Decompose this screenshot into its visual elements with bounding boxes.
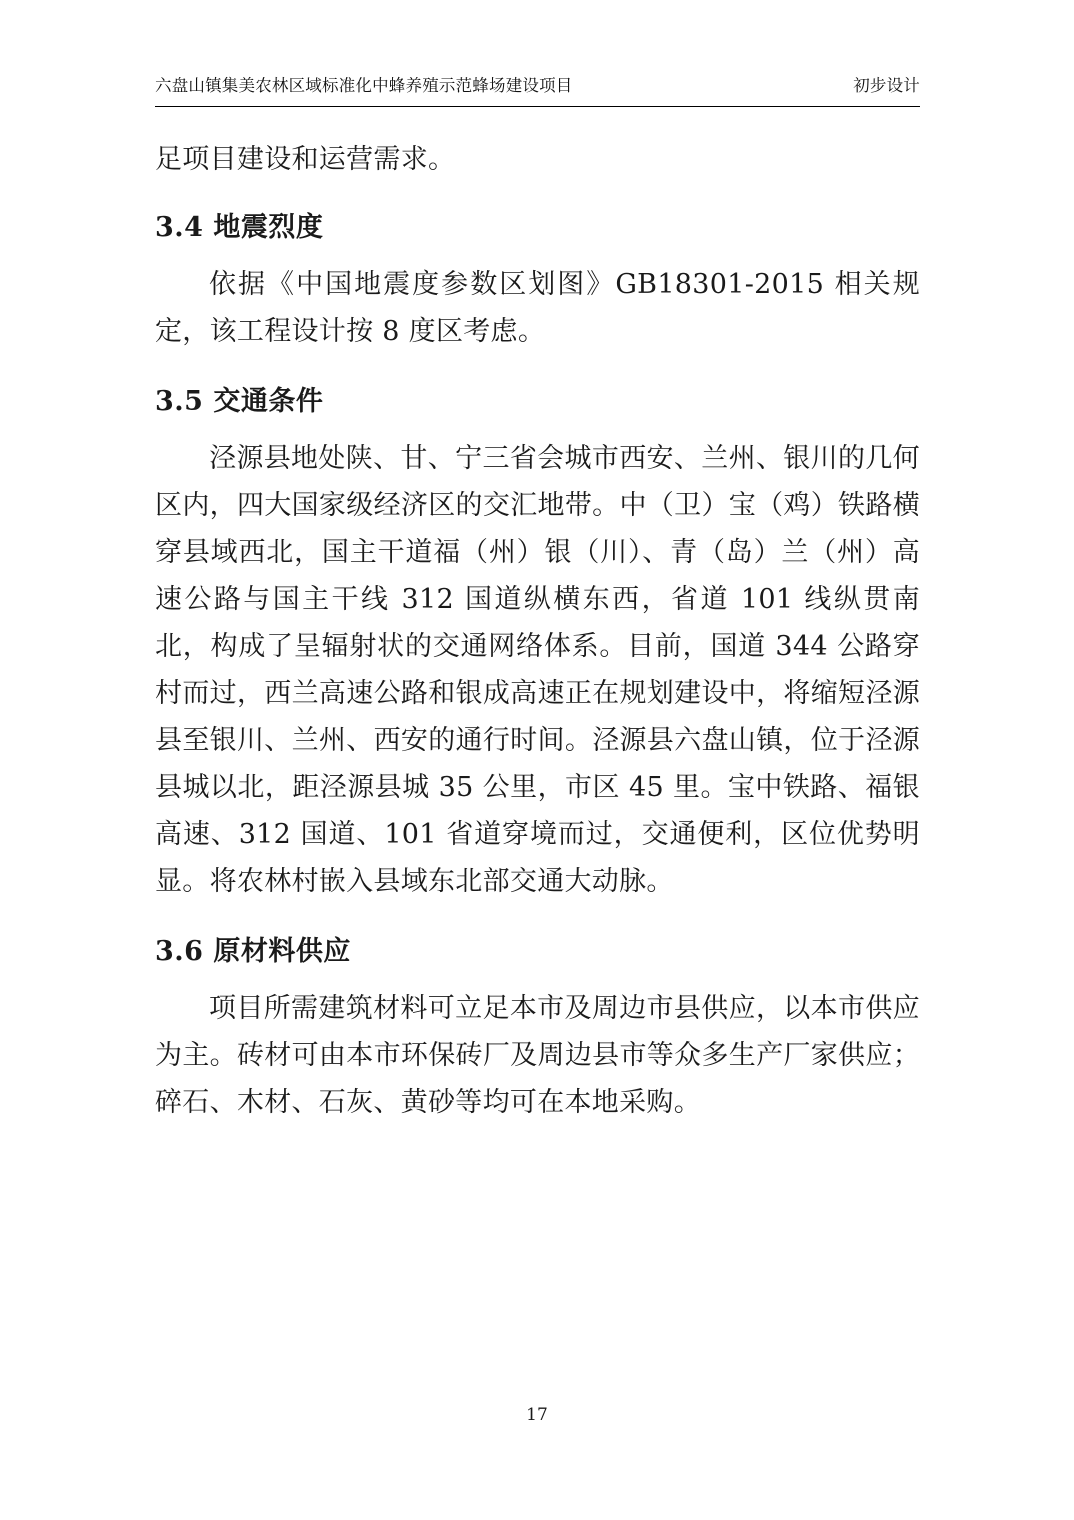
header-divider	[155, 106, 920, 107]
page-content	[155, 0, 920, 96]
spacer	[155, 975, 920, 985]
running-header	[155, 0, 920, 96]
spacer	[155, 905, 920, 929]
spacer	[155, 183, 920, 205]
section-heading-3-6: 3.6 原材料供应	[155, 936, 351, 967]
spacer	[155, 425, 920, 435]
page-number: 17	[526, 1405, 548, 1425]
header-title-left: 六盘山镇集美农林区域标准化中蜂养殖示范蜂场建设项目	[155, 76, 573, 95]
section-3-4-paragraph: 依据《中国地震度参数区划图》GB18301-2015 相关规定，该工程设计按 8 度区考虑。	[155, 269, 920, 347]
section-heading-3-4: 3.4 地震烈度	[155, 212, 324, 243]
spacer	[155, 355, 920, 379]
section-3-5-paragraph: 泾源县地处陕、甘、宁三省会城市西安、兰州、银川的几何区内，四大国家级经济区的交汇地带。中（卫）宝（鸡）铁路横穿县域西北，国主干道福（州）银（川）、青（岛）兰（州）高速公路与国主干线 312 国道纵横东西，省道 101 线纵贯南北，构成了呈辐射状的交通网络体系。目前，国道 344 公路穿村而过，西兰高速公路和银成高速正在规划建设中，将缩短泾源县至银川、兰州、西安的通行时间。泾源县六盘山镇，位于泾源县城以北，距泾源县城 35 公里，市区 45 里。宝中铁路、福银高速、312 国道、101 省道穿境而过，交通便利，区位优势明显。将农林村嵌入县域东北部交通大动脉。	[155, 443, 920, 897]
document-body	[155, 136, 920, 1126]
section-3-6-paragraph: 项目所需建筑材料可立足本市及周边市县供应，以本市供应为主。砖材可由本市环保砖厂及周边县市等众多生产厂家供应；碎石、木材、石灰、黄砂等均可在本地采购。	[155, 993, 920, 1118]
spacer	[155, 251, 920, 261]
lead-paragraph: 足项目建设和运营需求。	[155, 144, 456, 175]
section-heading-3-5: 3.5 交通条件	[155, 386, 324, 417]
header-title-right: 初步设计	[853, 76, 920, 95]
